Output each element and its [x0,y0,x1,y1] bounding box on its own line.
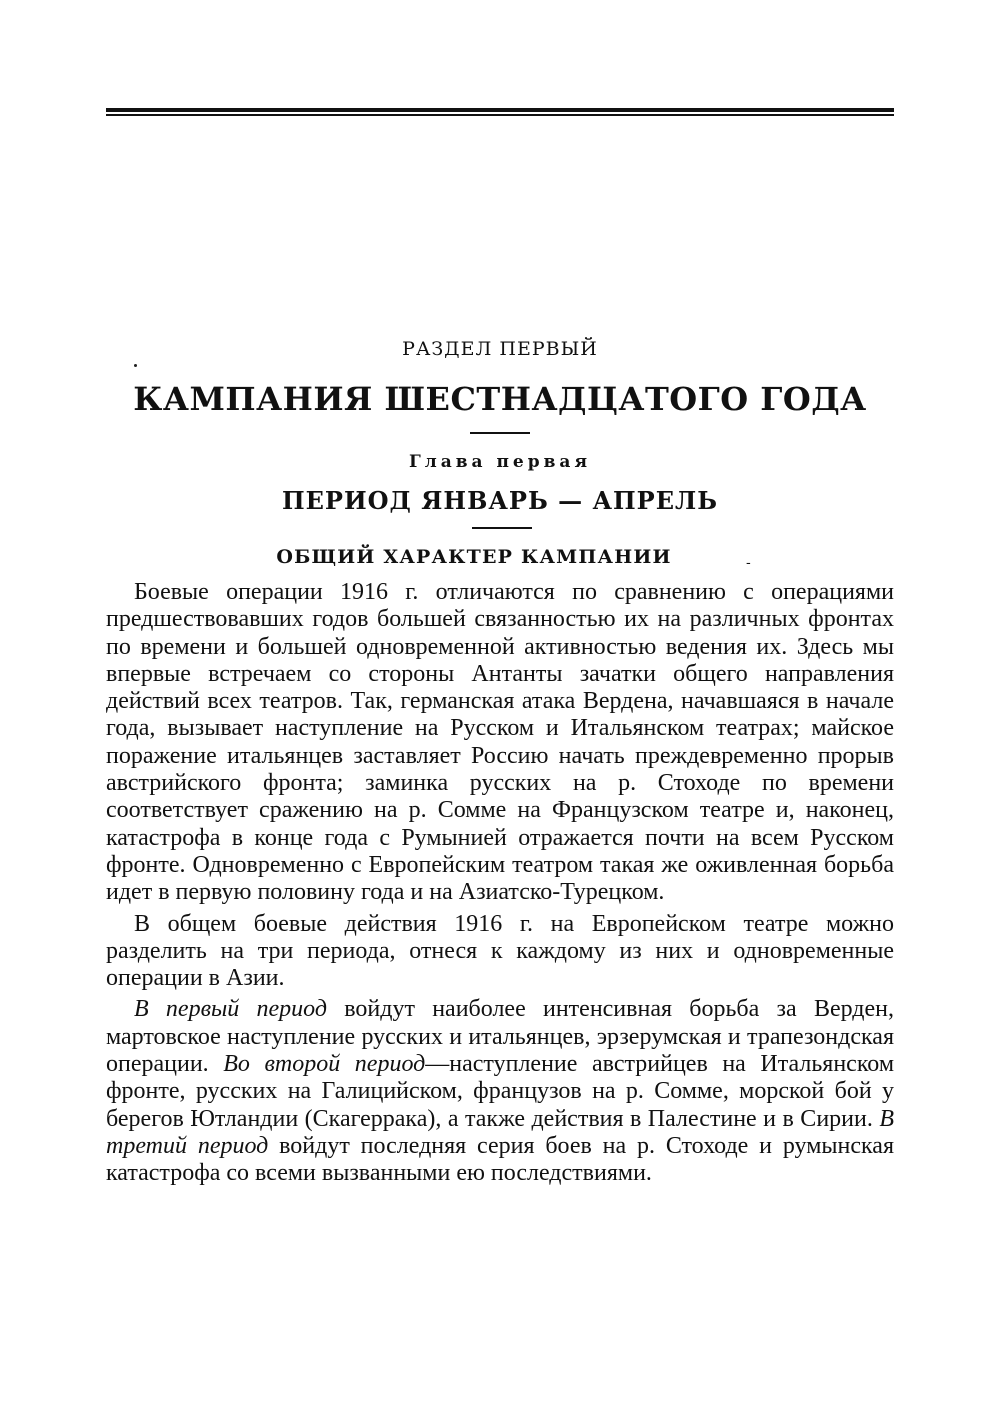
period-3-label: В третий период [106,1105,894,1159]
top-double-rule [106,108,894,116]
period-1-label: В первый период [134,996,327,1023]
section-label: РАЗДЕЛ ПЕРВЫЙ [402,338,598,360]
print-speck [134,364,137,367]
paragraph-1: Боевые операции 1916 г. отличаются по сравнению с операциями предшествовавших годов большей связанностью их на различных фронтах по времени и большей одновременной активностью ведения их. Здесь мы впервые встречаем со стороны Антанты зачатки общего направления действий всех театров. Так, германская атака Вердена, начавшаяся в начале года, вызывает наступление на Русском и Итальянском театрах; майское поражение итальянцев заставляет Россию начать преждевременно прорыв австрийского фронта; заминка русских на р. Стоходе по времени соответствует сражению на р. Сомме на Французском театре и, наконец, катастрофа в конце года с Румынией отражается почти на всем Русском фронте. Одновременно с Европейским театром такая же оживленная борьба идет в первую половину года и на Азиатско-Турецком. [106,579,894,906]
period-3-text: войдут последняя серия боев на р. Стоходе и румынская катастрофа со всеми вызванными ею последствиями. [106,1132,894,1187]
title-divider [470,432,530,434]
top-rule-thick [106,108,894,112]
chapter-title: ПЕРИОД ЯНВАРЬ — АПРЕЛЬ [281,486,719,515]
period-2-text: —наступление австрийцев на Итальянском фронте, русских на Галицийском, французов на р. Сомме, морской бой у берегов Ютландии (Скагеррака), а также действия в Палестине и в Сирии. [106,1051,895,1132]
chapter-divider [472,527,532,529]
part-title: КАМПАНИЯ ШЕСТНАДЦАТОГО ГОДА [133,380,867,418]
top-rule-thin [106,114,894,116]
period-2-label: Во второй период [223,1051,426,1078]
chapter-label: Глава первая [408,452,592,472]
subheading: ОБЩИЙ ХАРАКТЕР КАМПАНИИ [276,546,672,568]
body-text [106,579,894,1188]
stray-dash-mark: - [746,555,751,571]
period-1-text: войдут наиболее интенсивная борьба за Верден, мартовское наступление русских и итальянцев, эрзерумская и трапезондская операции. [106,996,894,1078]
paragraph-2: В общем боевые действия 1916 г. на Европейском театре можно разделить на три периода, отнеся к каждому из них и одновременные операции в Азии. [106,910,894,992]
paragraph-3 [106,996,894,1187]
